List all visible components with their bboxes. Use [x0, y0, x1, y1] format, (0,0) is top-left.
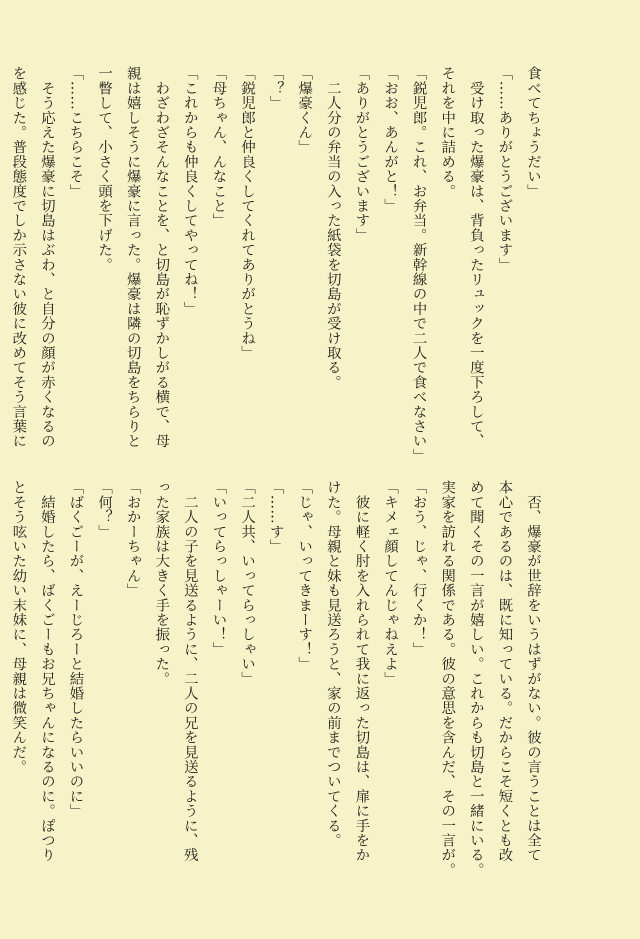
upper-text-line: 「？」 [267, 66, 284, 111]
upper-text-line: そう応えた爆豪に切島はぶわ、と自分の顔が赤くなるの [38, 66, 55, 449]
lower-text-block [10, 480, 547, 877]
upper-text-line: 受け取った爆豪は、背負ったリュックを一度下ろして、 [467, 66, 484, 449]
lower-text-line: 「じゃ、いってきまーす！」 [296, 480, 313, 672]
lower-text-line: 実家を訪れる関係である。彼の意思を含んだ、その一言が。 [439, 480, 456, 877]
upper-text-line: 「おお、あんがと！」 [382, 66, 399, 213]
upper-text-line: 「……ありがとうございます」 [496, 66, 513, 272]
lower-text-line: とそう呟いた幼い末妹に、母親は微笑んだ。 [10, 480, 27, 774]
lower-text-line: 「ばくごーが、えーじろーと結婚したらいいのに」 [67, 480, 84, 819]
upper-text-line: わざわざそんなことを、と切島が恥ずかしがる横で、母 [153, 66, 170, 449]
lower-text-line: 否、爆豪が世辞をいうはずがない。彼の言うことは全て [525, 480, 541, 863]
upper-text-line [0, 66, 4, 460]
upper-text-line: 「母ちゃん、んなこと」 [210, 66, 227, 228]
lower-text-line: 本心であるのは、既に知っている。だからこそ短くとも改 [496, 480, 513, 863]
upper-text-line: 「爆豪くん」 [296, 66, 313, 155]
upper-text-line: 二人分の弁当の入った紙袋を切島が受け取る。 [324, 66, 341, 390]
lower-text-line: った家族は大きく手を振った。 [153, 480, 170, 686]
lower-text-line [0, 480, 4, 874]
lower-text-line: けた。母親と妹も見送ろうと、家の前までついてくる。 [324, 480, 341, 848]
lower-text-line: 二人の子を見送るように、二人の兄を見送るように、残 [181, 480, 198, 863]
lower-text-line: 「……す」 [267, 480, 284, 554]
lower-text-line: 「おかーちゃん」 [124, 480, 141, 598]
upper-text-line: 「鋭児郎。これ、お弁当。新幹線の中で二人で食べなさい」 [410, 66, 427, 463]
lower-text-line: 「何？」 [96, 480, 113, 539]
upper-text-line: 親は嬉しそうに爆豪に言った。爆豪は隣の切島をちらりと [124, 66, 141, 449]
lower-text-line: 「キメェ顔してんじゃねえよ」 [382, 480, 399, 686]
lower-text-line: 「おう、じゃ、行くか！」 [410, 480, 427, 657]
lower-text-line: 「いってらっしゃーい！」 [210, 480, 227, 657]
lower-text-line: 結婚したら、ばくごーもお兄ちゃんになるのに。ぽつり [38, 480, 55, 863]
lower-text-line: 彼に軽く肘を入れられて我に返った切島は、扉に手をか [353, 480, 370, 863]
upper-text-line: 「ありがとうございます」 [353, 66, 370, 243]
upper-text-line: を感じた。普段態度でしか示さない彼に改めてそう言葉に [10, 66, 27, 449]
lower-text-line: 「二人共、いってらっしゃい」 [239, 480, 256, 686]
upper-text-line: 一瞥して、小さく頭を下げた。 [96, 66, 113, 272]
lower-text-line: めて聞くその一言が嬉しい。これからも切島と一緒にいる。 [467, 480, 484, 877]
upper-text-line: 「これからも仲良くしてやってね！」 [181, 66, 198, 316]
upper-text-block [10, 66, 547, 463]
upper-text-line: 「……こちらこそ」 [67, 66, 84, 199]
upper-text-line: 食べてちょうだい」 [525, 66, 541, 199]
upper-text-line: 「鋭児郎と仲良くしてくれてありがとうね」 [239, 66, 256, 360]
upper-text-line: それを中に詰める。 [439, 66, 456, 199]
